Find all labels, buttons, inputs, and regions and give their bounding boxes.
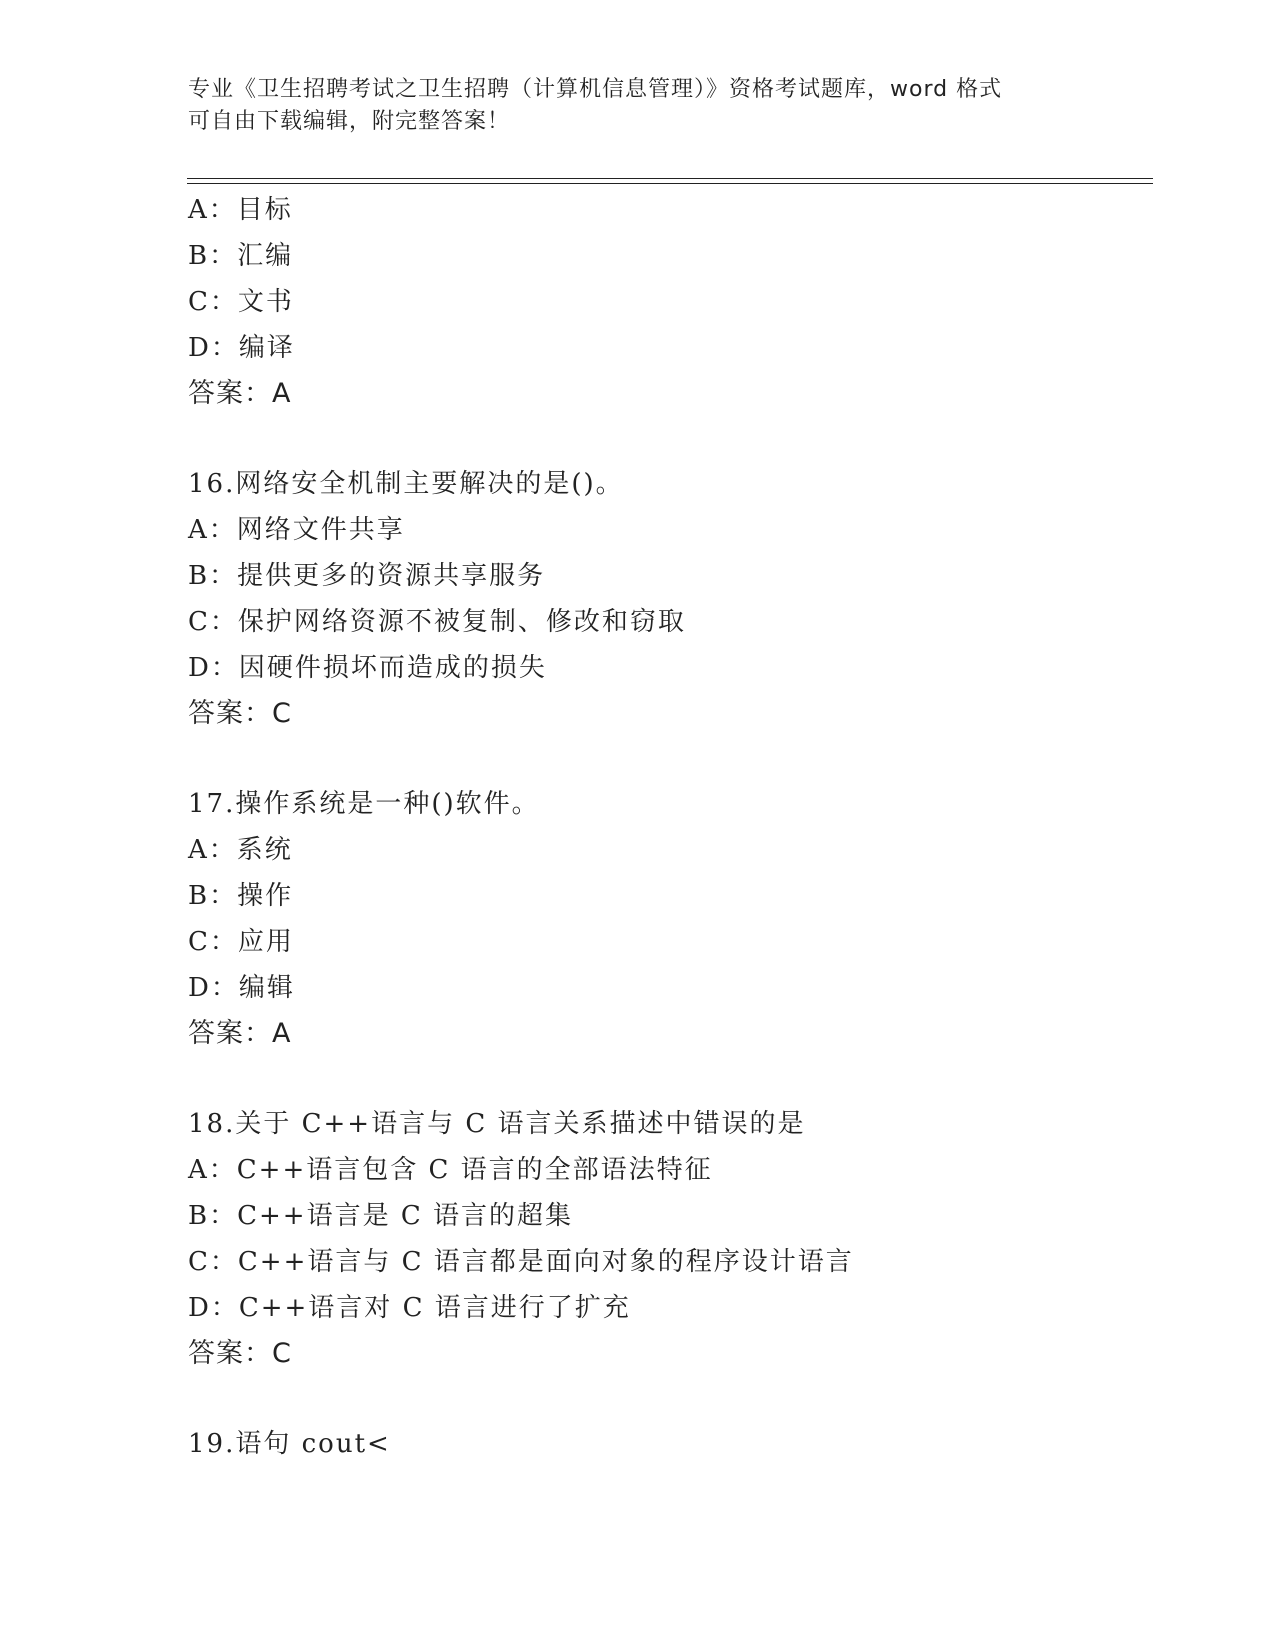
option-a: A：目标 — [188, 195, 293, 225]
question-19-block — [188, 1421, 1148, 1467]
option-c: C：应用 — [188, 927, 294, 957]
option-b: B：汇编 — [188, 241, 294, 271]
header-title-line-1: 专业《卫生招聘考试之卫生招聘（计算机信息管理）》资格考试题库，word 格式 — [188, 77, 1003, 102]
option-c: C：C++语言与 C 语言都是面向对象的程序设计语言 — [188, 1247, 854, 1277]
option-c: C：保护网络资源不被复制、修改和窃取 — [188, 607, 686, 637]
question-list — [188, 187, 1148, 1467]
spacer — [188, 737, 1148, 781]
question-text: 17.操作系统是一种()软件。 — [188, 789, 540, 819]
question-16-block — [188, 461, 1148, 737]
question-17-block — [188, 781, 1148, 1057]
option-d: D：编译 — [188, 333, 295, 363]
header-divider-bottom — [187, 183, 1153, 184]
option-c: C：文书 — [188, 287, 294, 317]
document-header — [188, 74, 1088, 138]
question-text: 18.关于 C++语言与 C 语言关系描述中错误的是 — [188, 1109, 806, 1139]
option-d: D：C++语言对 C 语言进行了扩充 — [188, 1293, 631, 1323]
question-15-block — [188, 187, 1148, 417]
header-title-line-2: 可自由下载编辑，附完整答案！ — [188, 109, 511, 134]
option-d: D：因硬件损坏而造成的损失 — [188, 653, 547, 683]
option-b: B：操作 — [188, 881, 294, 911]
question-text: 16.网络安全机制主要解决的是()。 — [188, 469, 624, 499]
option-a: A：系统 — [188, 835, 293, 865]
option-b: B：提供更多的资源共享服务 — [188, 561, 546, 591]
answer: 答案：C — [188, 698, 292, 729]
spacer — [188, 1377, 1148, 1421]
answer: 答案：C — [188, 1338, 292, 1369]
question-text: 19.语句 cout< — [188, 1429, 391, 1459]
spacer — [188, 1057, 1148, 1101]
option-d: D：编辑 — [188, 973, 295, 1003]
spacer — [188, 417, 1148, 461]
answer: 答案：A — [188, 1018, 292, 1049]
answer: 答案：A — [188, 378, 292, 409]
option-b: B：C++语言是 C 语言的超集 — [188, 1201, 573, 1231]
question-18-block — [188, 1101, 1148, 1377]
option-a: A：C++语言包含 C 语言的全部语法特征 — [188, 1155, 713, 1185]
option-a: A：网络文件共享 — [188, 515, 405, 545]
header-divider-top — [187, 178, 1153, 179]
